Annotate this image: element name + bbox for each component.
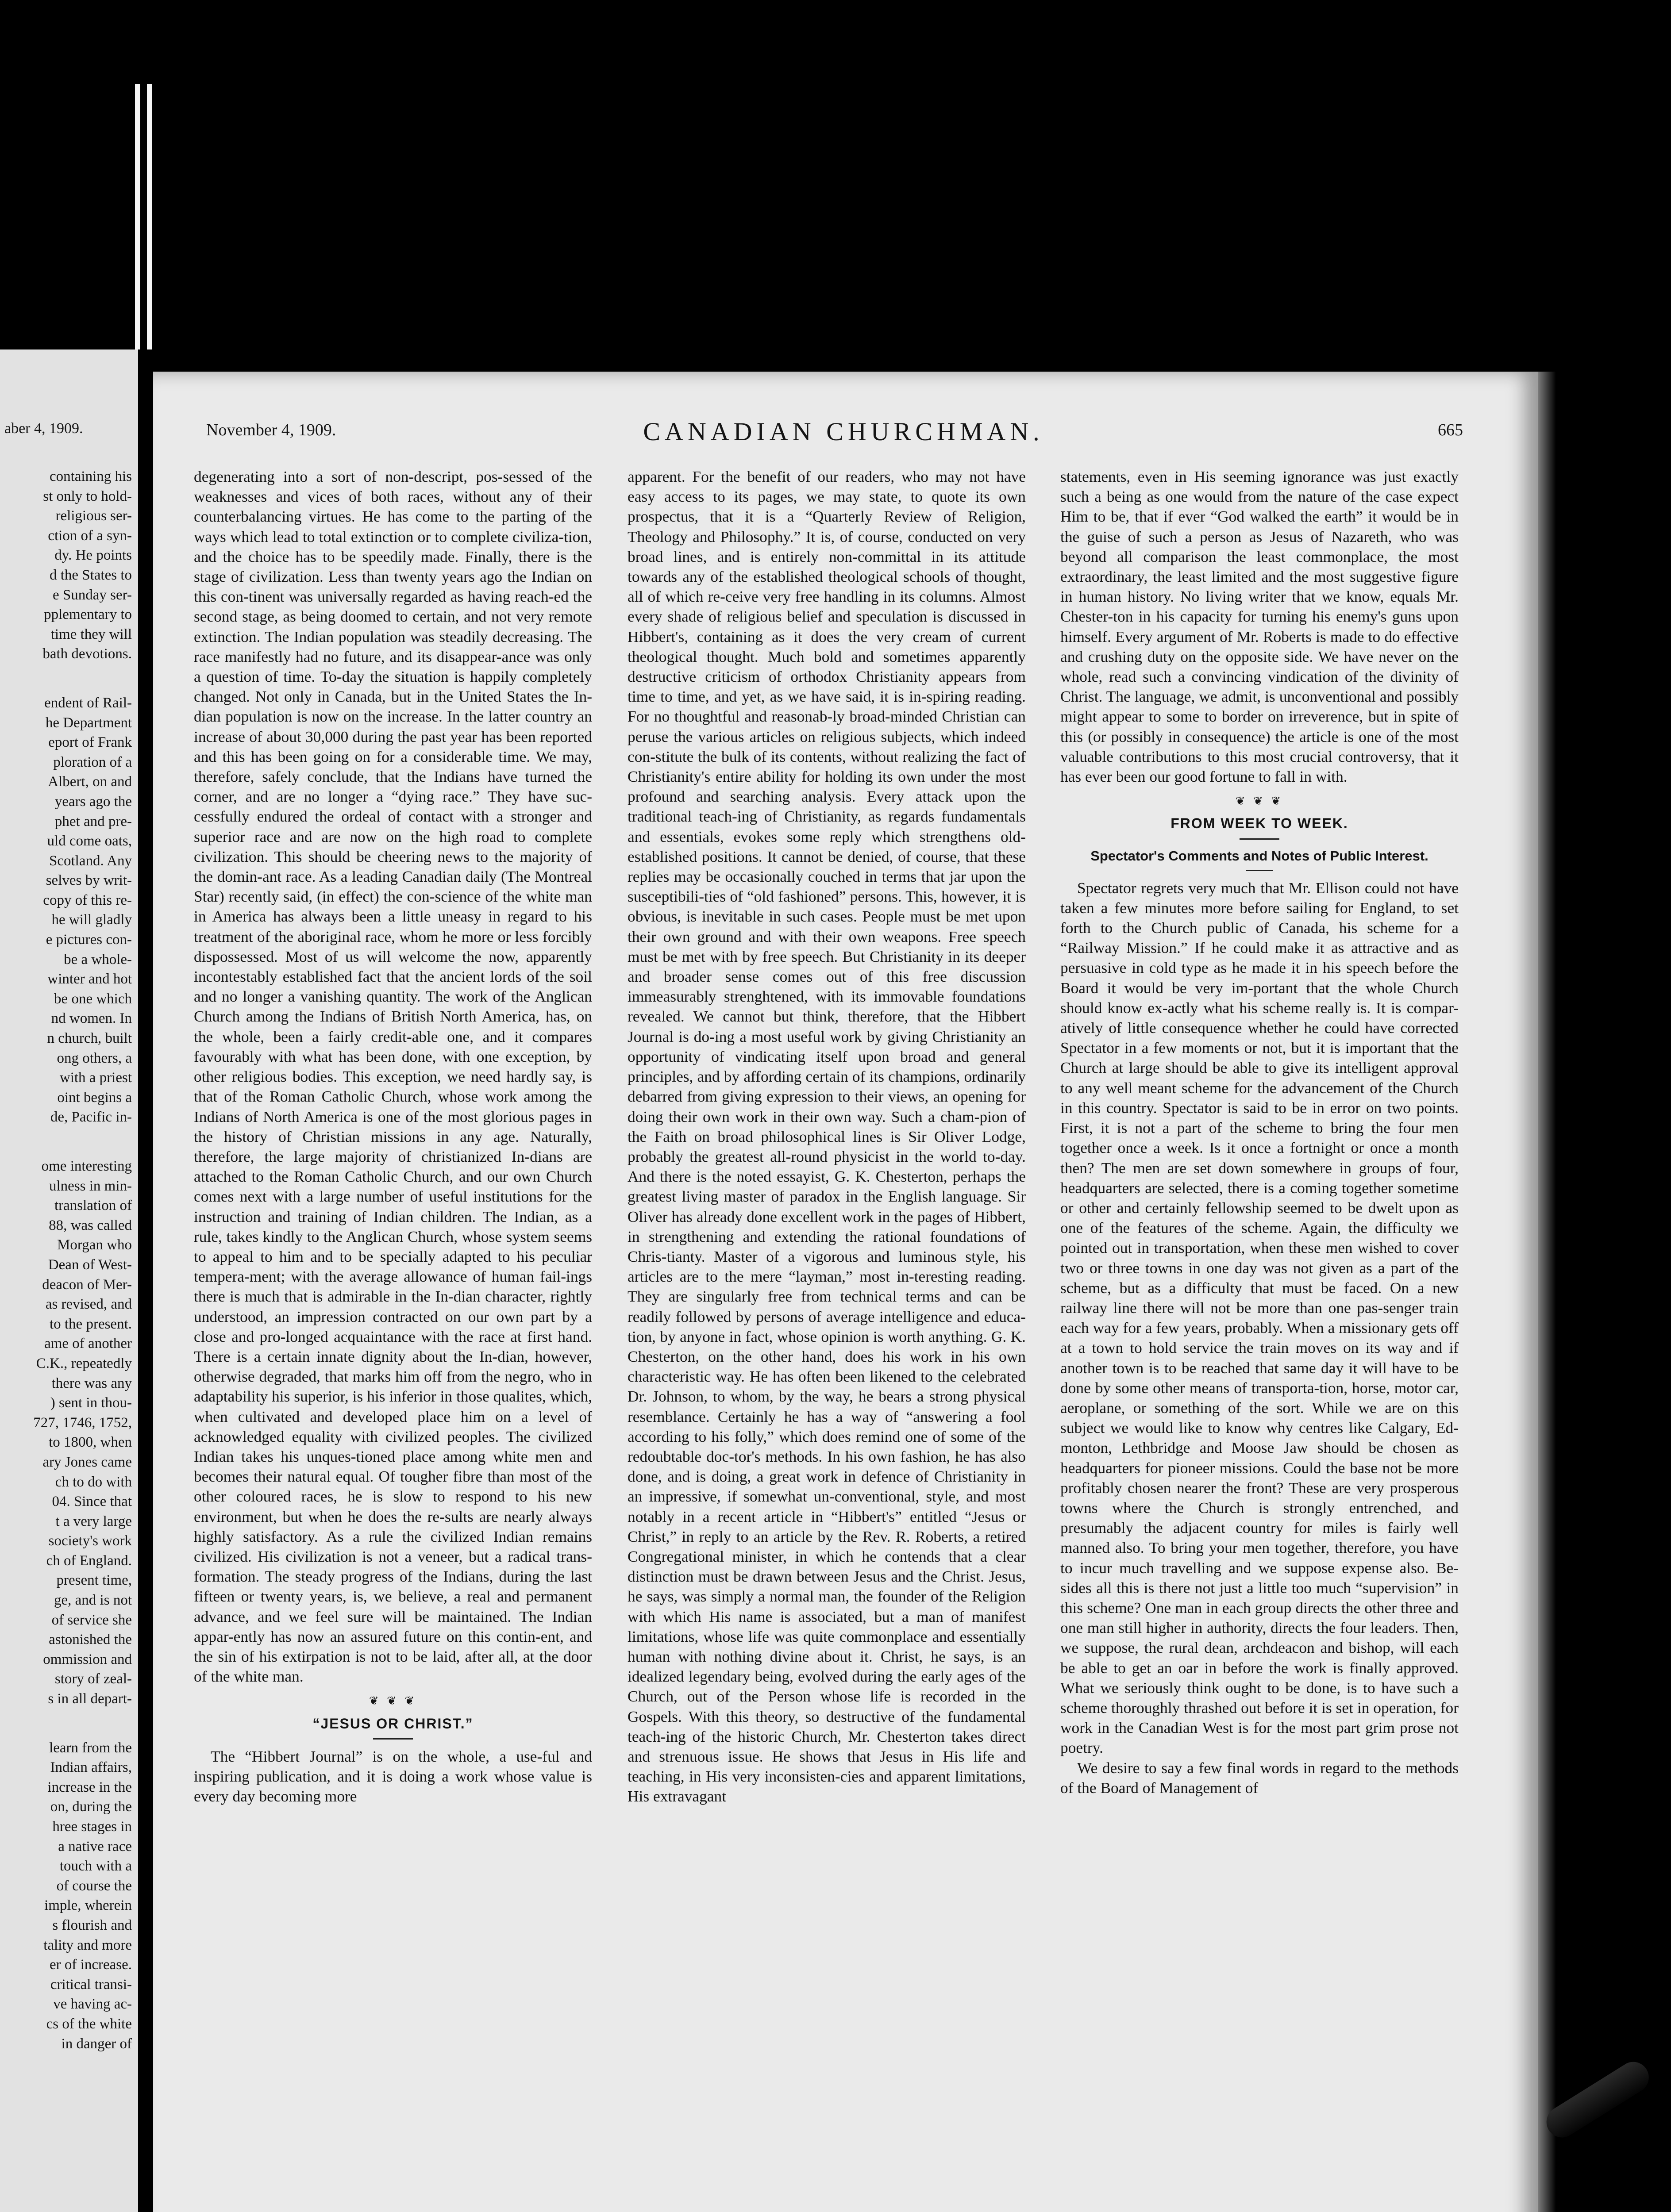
left-page-line: ge, and is not — [54, 1592, 132, 1609]
left-page-line: deacon of Mer- — [42, 1276, 132, 1293]
left-page-gap — [0, 664, 132, 693]
left-page-line: ulness in min- — [49, 1178, 132, 1194]
left-page-line: uld come oats, — [47, 833, 132, 849]
left-page-line: with a priest — [59, 1070, 132, 1086]
left-page-line: oint begins a — [57, 1089, 132, 1106]
left-page-line: ommission and — [43, 1651, 132, 1667]
left-page-line: story of zeal- — [54, 1671, 132, 1687]
left-page-line: to 1800, when — [49, 1434, 132, 1451]
section-title-from-week-to-week: FROM WEEK TO WEEK. — [1170, 815, 1348, 832]
left-page-line: endent of Rail- — [44, 695, 132, 711]
left-page-line: Indian affairs, — [50, 1759, 132, 1776]
left-page-line: de, Pacific in- — [50, 1109, 132, 1125]
left-page-line: on, during the — [50, 1799, 132, 1815]
article-chesterton-continued: statements, even in His seeming ignorance was just exactly such a being as one would from the nature of the case expect Him to be, that if ever “God walked the earth” it would be in the guise of such a person as Jesus of Nazareth, who was beyond all comparison the least commonplace, the most extraordinary, the least limited and the most suggestive figure in human history. No living writer that we know, equals Mr. Chester-ton in his capacity for turning his enemy's guns upon himself. Every argument of Mr. Roberts is made to do effective and crushing duty on the opposite side. We have never on the whole, read such a convincing vindication of the divinity of Christ. The language, we admit, is unconventional and possibly might appear to some to border on irreverence, but in spite of this (or possibly in consequence) the article is one of the most valuable contributions to this most crucial controversy, that it has ever been our good fortune to fall in with. — [1060, 468, 1459, 786]
left-page-line: 88, was called — [49, 1217, 132, 1233]
left-page-line: t a very large — [55, 1513, 132, 1529]
left-page-line: cs of the white — [46, 2016, 132, 2032]
left-page-line: ong others, a — [57, 1050, 132, 1066]
left-page-line: ch to do with — [55, 1474, 132, 1490]
section-rule — [373, 1738, 413, 1740]
page-number: 665 — [1438, 421, 1463, 439]
masthead-title: CANADIAN CHURCHMAN. — [643, 417, 1044, 446]
issue-date: November 4, 1909. — [206, 421, 336, 439]
left-page-line: years ago the — [54, 793, 132, 810]
left-page-line: containing his — [49, 469, 132, 484]
left-page-header: aber 4, 1909. — [4, 420, 83, 437]
left-page-line: astonished the — [49, 1632, 132, 1648]
left-page-line: he Department — [45, 714, 132, 731]
left-page-line: ary Jones came — [42, 1454, 132, 1470]
left-page-line: a native race — [58, 1838, 132, 1855]
left-page-line: Morgan who — [57, 1237, 132, 1253]
section-title-jesus-or-christ: “JESUS OR CHRIST.” — [312, 1715, 474, 1732]
section-subtitle: Spectator's Comments and Notes of Public Interest. — [1090, 848, 1428, 864]
article-hibbert-paragraph: The “Hibbert Journal” is on the whole, a use-ful and inspiring publication, and it is doing a work whose value is every day becoming more — [194, 1747, 592, 1805]
page-header — [206, 417, 1481, 447]
left-page-line: phet and pre- — [54, 813, 132, 830]
left-page-line: s flourish and — [52, 1917, 132, 1933]
section-ornament: ❦ ❦ ❦ — [369, 1694, 417, 1708]
left-page-line: critical transi- — [50, 1976, 132, 1993]
left-page-line: religious ser- — [55, 508, 132, 524]
left-page-line: 04. Since that — [52, 1494, 132, 1510]
left-page-line: copy of this re- — [43, 892, 132, 908]
column-1 — [194, 467, 592, 1806]
scanner-bar-top-left — [135, 84, 140, 349]
section-rule — [1240, 838, 1279, 840]
scanner-bar-top-right — [147, 84, 152, 349]
left-page-line: in danger of — [61, 2035, 132, 2052]
spectator-paragraph: Spectator regrets very much that Mr. Ellison could not have taken a few minutes more before sailing for England, to set forth to the Church public of Canada, his scheme for a “Railway Mission.” If he could make it as attractive and as persuasive in cold type as he made it in his speech before the Board it would be very im-portant that the whole Church should know ex-actly what his scheme really is. It is compar-atively of little consequence whether he could have corrected Spectator in a few moments or not, but it is important that the Church at large should be able to give its intelligent approval to any well meant scheme for the advancement of the Church in this country. Spectator is said to be in error on two points. First, it is not a part of the scheme to bring the four men together once a week. Is it once a fortnight or once a month then? The men are set down somewhere in groups of four, headquarters are selected, there is a coming together sometime or other and certainly fellowship seemed to be dwelt upon as one of the features of the scheme. Again, the difficulty we pointed out in transportation, when these men wished to cover two or three towns in one day was not given as a part of the scheme, but as a difficulty that must be faced. On a new railway line there will not be more than one pas-senger train each way for a few years, probably. When a missionary gets off at a town to hold service the train moves on its way and if another town is to be reached that same day it will have to be done by some other means of transporta-tion, horse, motor car, aeroplane, or something of the sort. While we are on this subject we would like to know why centres like Calgary, Ed-monton, Lethbridge and Moose Jaw should be chosen as headquarters for pioneer missions. Could the base not be more profitably chosen nearer the front? These are very prosperous towns where the Church is strongly entrenched, and presumably the adjacent country for miles is fairly well manned also. To bring your men together, therefore, you have to incur much travelling and we suppose expense also. Be-sides all this is there not just a little too much “supervision” in this scheme? One man in each group directs the other three and one man still higher in authority, directs the four leaders. Then, we suppose, the rural dean, archdeacon and bishop, will each be able to get an oar in before the work is finally approved. What we seriously think ought to be done, is to have such a scheme thoroughly thrashed out before it is set in operation, for work in the Canadian West is for the most part grim prose not poetry. — [1060, 879, 1459, 1757]
left-page-line: ploration of a — [53, 754, 132, 770]
left-page-line: learn from the — [49, 1740, 132, 1756]
left-page-line: selves by writ- — [46, 872, 132, 889]
left-page-line: increase in the — [47, 1779, 132, 1795]
left-page-line: ome interesting — [41, 1158, 132, 1174]
left-page-line: there was any — [51, 1375, 132, 1391]
left-page-line: touch with a — [59, 1858, 132, 1874]
left-page-line: n church, built — [47, 1030, 132, 1047]
left-page-line: of course the — [56, 1878, 132, 1894]
left-page-line: nd women. In — [51, 1010, 132, 1027]
left-page-line: ame of another — [44, 1336, 132, 1352]
pen-object — [1540, 2056, 1655, 2143]
left-page-line: society's work — [48, 1533, 132, 1549]
left-page-line: Scotland. Any — [49, 853, 132, 869]
left-page-line: winter and hot — [47, 971, 132, 987]
left-page-line: he will gladly — [51, 912, 132, 928]
left-page-line: hree stages in — [52, 1819, 132, 1835]
left-page-line: e pictures con- — [46, 932, 132, 948]
left-page-line: s in all depart- — [48, 1691, 132, 1707]
left-page-line: time they will — [50, 626, 132, 642]
left-page-line: C.K., repeatedly — [36, 1355, 132, 1371]
left-page-line: be a whole- — [64, 951, 132, 968]
left-page-fragment — [0, 349, 138, 2212]
left-page-line: Dean of West- — [48, 1256, 132, 1273]
left-page-line: ch of England. — [46, 1552, 132, 1569]
left-page-gap — [0, 1709, 132, 1738]
left-page-line: er of increase. — [50, 1957, 132, 1973]
left-page-line: tality and more — [43, 1937, 132, 1953]
page-gutter-shadow — [1538, 372, 1556, 2212]
left-page-line: present time, — [56, 1572, 132, 1589]
newspaper-page — [153, 372, 1538, 2212]
left-page-line: of service she — [51, 1612, 132, 1628]
left-page-line: be one which — [54, 991, 132, 1007]
section-rule — [1246, 870, 1273, 871]
left-page-line: as revised, and — [45, 1296, 132, 1313]
left-page-line: st only to hold- — [43, 488, 132, 504]
column-3 — [1060, 467, 1459, 1798]
left-page-column — [0, 467, 132, 2054]
left-page-line: to the present. — [49, 1316, 132, 1332]
left-page-line: bath devotions. — [42, 646, 132, 662]
left-page-line: translation of — [54, 1198, 132, 1214]
left-page-line: ve having ac- — [53, 1996, 132, 2012]
left-page-line: dy. He points — [54, 547, 132, 564]
column-2 — [628, 467, 1026, 1807]
left-page-line: e Sunday ser- — [53, 587, 132, 603]
left-page-line: ction of a syn- — [48, 527, 132, 544]
left-page-line: ) sent in thou- — [50, 1395, 132, 1411]
left-page-line: eport of Frank — [48, 734, 132, 751]
article-hibbert-continued: apparent. For the benefit of our readers, who may not have easy access to its pages, we may state, to quote its own prospectus, that it is a “Quarterly Review of Religion, Theology and Philosophy.” It is, of course, conducted on very broad lines, and is entirely non-committal in its attitude towards any of the established theological schools of thought, all of which re-ceive very free handling in its columns. Almost every shade of religious belief and speculation is discussed in Hibbert's, containing as it does the very cream of current theological thought. Much bold and sometimes apparently destructive criticism of orthodox Christianity appears from time to time, and yet, as we have said, it is in-spiring reading. For no thoughtful and reasonab-ly broad-minded Christian can peruse the various articles on religious subjects, which indeed con-stitute the bulk of its contents, without realizing the fact of Christianity's entire ability for holding its own under the most profound and searching analysis. Every attack upon the traditional teach-ing of Christianity, as regards fundamentals and essentials, evokes some reply which strengthens old-established positions. It cannot be denied, of course, that these replies may be occasionally couched in terms that jar upon the susceptibili-ties of “old fashioned” persons. This, however, it is obvious, is inevitable in such cases. People must be met upon their own ground and with their own weapons. Free speech must be met with by free speech. But Christianity in its deeper and broader sense comes out of this free discussion immeasurably strenghtened, with its immovable foundations revealed. We cannot but think, therefore, that the Hibbert Journal is do-ing a most useful work by giving Christianity an opportunity of vindicating itself upon broad and general principles, and by affording certain of its champions, ordinarily debarred from giving expression to their views, an opening for doing their own work in their own way. Such a cham-pion of the Faith on broad philosophical lines is Sir Oliver Lodge, probably the greatest all-round physicist in the world to-day. And there is the noted essayist, G. K. Chesterton, perhaps the greatest living master of paradox in the English language. Sir Oliver has already done excellent work in the pages of Hibbert, in strengthening and extending the rational foundations of Chris-tianty. Master of a vigorous and luminous style, his articles are to the mere “layman,” most in-teresting reading. They are singularly free from technical terms and can be readily followed by persons of average intelligence and educa-tion, by anyone in fact, whose opinion is worth anything. G. K. Chesterton, on the other hand, does his work in his own characteristic way. He has often been likened to the celebrated Dr. Johnson, to whom, by the way, he bears a strong physical resemblance. Certainly he has a way of “answering a fool according to his folly,” which does remind one of some of the redoubtable doc-tor's methods. In his own fashion, he has also done, and is doing, a great work in defence of Christianity in an impressive, if somewhat un-conventional, style, and most notably in a recent article in “Hibbert's” entitled “Jesus or Christ,” in reply to an article by the Rev. R. Roberts, a retired Congregational minister, in which he contends that a clear distinction must be drawn between Jesus and the Christ. Jesus, he says, was simply a normal man, the founder of the Religion with which His name is associated, but a man of manifest limitations, whose life was quite commonplace and essentially human with nothing divine about it. Christ, he says, is an idealized legendary being, evolved during the early ages of the Church, out of the Person whose life is recorded in the Gospels. With this theory, so destructive of the fundamental teach-ing of the historic Church, Mr. Chesterton takes direct and strenuous issue. He shows that Jesus in His life and teaching, in His very inconsisten-cies and apparent limitations, His extravagant — [628, 468, 1026, 1805]
article-indian-paragraph: degenerating into a sort of non-descript, pos-sessed of the weaknesses and vices of both races, without any of their counterbalancing virtues. He has come to the parting of the ways which lead to total extinction or to complete civiliza-tion, and the choice has to be speedily made. Finally, there is the stage of civilization. Less than twenty years ago the Indian on this con-tinent was universally regarded as having reach-ed the second stage, as being doomed to certain, and not very remote extinction. The Indian population was steadily decreasing. The race manifestly had no future, and its disappear-ance was only a question of time. To-day the situation is happily completely changed. Not only in Canada, but in the United States the In-dian population is now on the increase. In the latter country an increase of about 30,000 during the past year has been reported and this has been going on for a considerable time. We may, therefore, safely conclude, that the Indians have turned the corner, and are no longer a “dying race.” They have suc-cessfully endured the ordeal of contact with a stronger and superior race and are now on the high road to complete civilization. This should be cheering news to the majority of the domin-ant race. As a leading Canadian daily (The Montreal Star) recently said, (in effect) the con-science of the white man in America has always been a little uneasy in regard to his treatment of the aboriginal race, whom he more or less forcibly dispossessed. Most of us will welcome the now, apparently incontestably established fact that the ancient lords of the soil and no longer a vanishing quantity. The work of the Anglican Church among the Indians of British North America, has, on the whole, been a fairly credit-able one, and it compares favourably with what has been done, with one exception, by other religious bodies. This exception, we need hardly say, is that of the Roman Catholic Church, whose work among the Indians of North America is one of the most glorious pages in the history of Christian missions in any age. Naturally, therefore, the large majority of christianized In-dians are attached to the Roman Catholic Church, and our own Church comes next with a large number of useful institutions for the instruction and training of Indian children. The Indian, as a rule, takes kindly to the Anglican Church, whose system seems to appeal to him and to be specially adapted to his peculiar tempera-ment; with the average allowance of human fail-ings there is much that is admirable in the In-dian character, rightly understood, an impression contracted on our own part by a close and pro-longed acquaintance with the race at first hand. There is a certain innate dignity about the In-dian, however, otherwise degraded, that marks him off from the negro, who in adaptability his superior, is his inferior in those qualites, which, when cultivated and developed place him on a level of acknowledged equality with civilized peoples. The civilized Indian takes his unques-tioned place among white men and becomes their natural equal. Of tougher fibre than most of the other coloured races, he is slow to respond to his new environment, but when he does the re-sults are nearly always highly satisfactory. As a rule the civilized Indian remains civilized. His civilization is not a veneer, but a radical trans-formation. The steady progress of the Indians, during the last fifteen or twenty years, is, we believe, a real and permanent advance, and we feel sure will be maintained. The Indian appar-ently has now an assured future on this contin-ent, and the sin of his extirpation is not to be laid, after all, at the door of the white man. — [194, 468, 592, 1686]
section-ornament: ❦ ❦ ❦ — [1235, 795, 1284, 808]
left-page-gap — [0, 1127, 132, 1156]
left-page-line: 727, 1746, 1752, — [33, 1414, 132, 1431]
spectator-final-paragraph: We desire to say a few final words in regard to the methods of the Board of Management of — [1060, 1759, 1459, 1797]
left-page-line: imple, wherein — [44, 1897, 132, 1914]
left-page-line: d the States to — [49, 567, 132, 583]
left-page-line: pplementary to — [44, 607, 132, 623]
left-page-line: Albert, on and — [48, 774, 132, 790]
